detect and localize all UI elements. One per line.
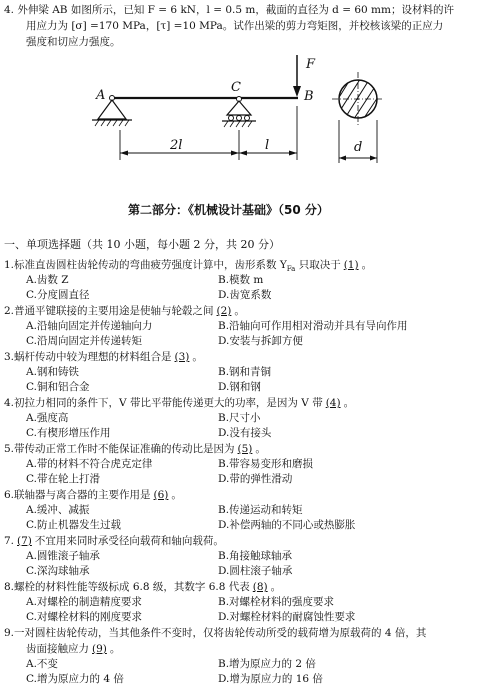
force-arrow — [293, 55, 301, 97]
answer-blank: (7) — [17, 535, 32, 547]
option-a: A.沿轴向固定并传递轴向力 — [26, 320, 153, 332]
dimension-lines — [120, 106, 297, 160]
option-d: D.补偿两轴的不同心或热膨胀 — [218, 519, 356, 531]
question-text: 2.普通平键联接的主要用途是使轴与轮毂之间 — [4, 305, 214, 317]
dim-d-label: d — [354, 140, 363, 155]
question-text: 7. — [4, 535, 15, 547]
question-text: 4.初拉力相同的条件下，V 带比平带能传递更大的功率，是因为 V 带 — [4, 397, 323, 409]
answer-blank: (1) — [343, 259, 359, 271]
question-text: 3.蜗杆传动中较为理想的材料组合是 — [4, 351, 172, 363]
question-text: 1.标准直齿圆柱齿轮传动的弯曲疲劳强度计算中，齿形系数 Y — [4, 259, 287, 271]
question-text-end: 。 — [109, 643, 121, 655]
subscript: Fa — [286, 265, 296, 274]
option-b: B.钢和青铜 — [218, 366, 272, 378]
dim-l-label: l — [265, 138, 270, 153]
option-d: D.钢和钢 — [218, 381, 261, 393]
question-stem — [4, 442, 266, 456]
answer-blank: (5) — [237, 443, 253, 455]
option-d: D.圆柱滚子轴承 — [218, 565, 293, 577]
question-stem — [4, 580, 281, 594]
answer-blank: (2) — [216, 305, 232, 317]
dim-2l-label: 2l — [170, 138, 183, 153]
option-c: C.对螺栓材料的刚度要求 — [26, 611, 142, 623]
problem-4-line3: 强度和切应力强度。 — [26, 36, 121, 48]
option-b: B.模数 m — [218, 274, 264, 286]
option-d: D.对螺栓材料的耐腐蚀性要求 — [218, 611, 356, 623]
option-c: C.分度圆直径 — [26, 289, 90, 301]
question-text: 6.联轴器与离合器的主要作用是 — [4, 489, 151, 501]
question-stem — [4, 626, 426, 640]
option-a: A.缓冲、减振 — [26, 504, 90, 516]
question-text-cont: 只取决于 — [295, 259, 341, 271]
option-c: C.深沟球轴承 — [26, 565, 90, 577]
support-c — [222, 97, 256, 128]
option-c: C.铜和铝合金 — [26, 381, 90, 393]
option-d: D.增为原应力的 16 倍 — [218, 673, 323, 685]
option-a: A.不变 — [26, 658, 58, 670]
answer-blank: (9) — [92, 643, 107, 655]
option-c: C.沿周向固定并传递转矩 — [26, 335, 142, 347]
question-text-end: 。 — [361, 259, 373, 271]
question-text-end: 。 — [255, 443, 266, 455]
problem-4-line1: 4. 外伸梁 AB 如图所示，已知 F = 6 kN，l = 0.5 m，截面的直径为 d = 60 mm；设材料的许 — [4, 4, 454, 16]
option-d: D.没有接头 — [218, 427, 272, 439]
option-b: B.增为原应力的 2 倍 — [218, 658, 316, 670]
answer-blank: (6) — [153, 489, 169, 501]
option-a: A.带的材料不符合虎克定律 — [26, 458, 153, 470]
option-b: B.角接触球轴承 — [218, 550, 293, 562]
question-stem — [4, 396, 354, 410]
answer-blank: (8) — [252, 581, 268, 593]
problem-4-line2: 用应力为 [σ] =170 MPa，[τ] =10 MPa。试作出梁的剪力弯矩图，并校核该梁的正应力 — [26, 20, 444, 32]
option-c: C.防止机器发生过载 — [26, 519, 121, 531]
question-text-cont: 齿面接触应力 — [26, 643, 89, 655]
label-c: C — [231, 80, 241, 95]
answer-blank: (3) — [174, 351, 190, 363]
option-c: C.增为原应力的 4 倍 — [26, 673, 124, 685]
question-text-end: 。 — [234, 305, 245, 317]
answer-blank: (4) — [325, 397, 341, 409]
option-b: B.沿轴向可作用相对滑动并具有导向作用 — [218, 320, 408, 332]
label-a: A — [96, 88, 106, 103]
option-b: B.对螺栓材料的强度要求 — [218, 596, 335, 608]
option-a: A.齿数 Z — [26, 274, 69, 286]
question-text-end: 。 — [270, 581, 282, 593]
option-d: D.齿宽系数 — [218, 289, 272, 301]
question-stem — [4, 534, 224, 548]
label-b: B — [304, 89, 314, 104]
option-d: D.带的弹性滑动 — [218, 473, 293, 485]
option-c: C.带在轮上打滑 — [26, 473, 100, 485]
question-text: 8.螺栓的材料性能等级标成 6.8 级，其数字 6.8 代表 — [4, 581, 250, 593]
option-a: A.对螺栓的制造精度要求 — [26, 596, 142, 608]
question-stem — [4, 488, 182, 502]
question-text-end: 不宜用来同时承受径向载荷和轴向载荷。 — [34, 535, 224, 547]
option-b: B.带容易变形和磨损 — [218, 458, 314, 470]
part-2-title: 第二部分：《机械设计基础》（50 分） — [128, 203, 329, 217]
question-stem — [4, 350, 203, 364]
option-a: A.强度高 — [26, 412, 69, 424]
option-a: A.圆锥滚子轴承 — [26, 550, 100, 562]
option-c: C.有楔形增压作用 — [26, 427, 111, 439]
option-b: B.尺寸小 — [218, 412, 261, 424]
question-stem — [4, 304, 245, 318]
question-text-end: 。 — [171, 489, 182, 501]
question-text: 5.带传动正常工作时不能保证准确的传动比是因为 — [4, 443, 235, 455]
beam-figure — [0, 0, 480, 190]
option-a: A.钢和铸铁 — [26, 366, 79, 378]
option-d: D.安装与拆卸方便 — [218, 335, 303, 347]
option-b: B.传递运动和转矩 — [218, 504, 303, 516]
question-stem-line2 — [26, 642, 120, 656]
question-text-end: 。 — [343, 397, 355, 409]
label-f: F — [306, 57, 316, 72]
question-text: 9.一对圆柱齿轮传动，当其他条件不变时，仅将齿轮传动所受的载荷增为原载荷的 4 倍，其 — [4, 627, 427, 639]
section-heading: 一、单项选择题（共 10 小题，每小题 2 分，共 20 分） — [4, 238, 280, 251]
question-text-end: 。 — [192, 351, 203, 363]
